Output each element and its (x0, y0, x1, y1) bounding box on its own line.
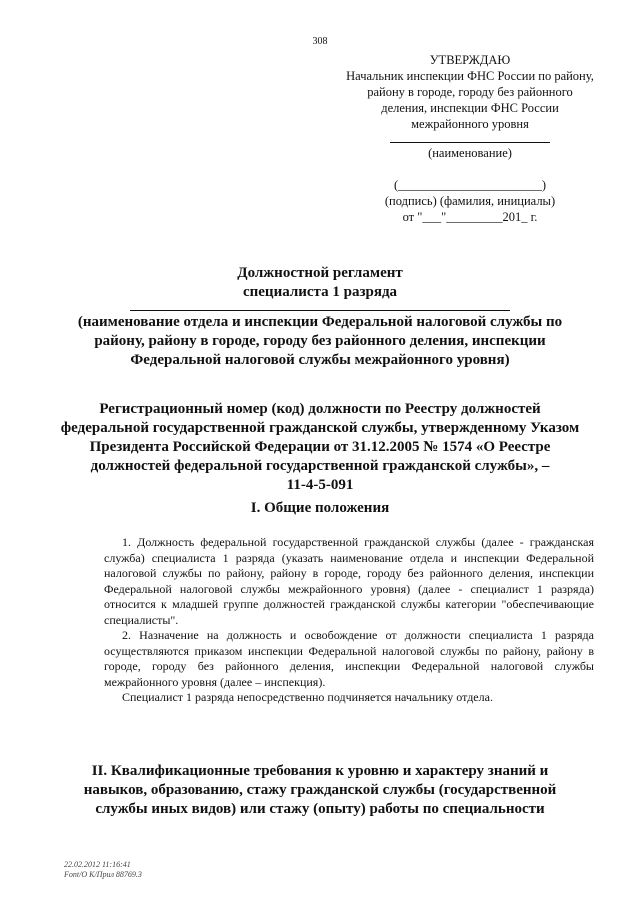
document-title (60, 264, 580, 370)
title-line-2: специалиста 1 разряда (242, 284, 398, 300)
section-1-body (104, 535, 594, 706)
approval-position-line: Начальник инспекции ФНС России по району, (346, 69, 594, 83)
section-1-heading: I. Общие положения (250, 500, 390, 516)
approval-heading: УТВЕРЖДАЮ (429, 53, 511, 67)
approval-position-line: деления, инспекции ФНС России (381, 101, 559, 115)
approval-block (330, 52, 610, 225)
title-line-1: Должностной регламент (237, 265, 403, 281)
title-underline (130, 310, 510, 311)
approval-position-line: межрайонного уровня (411, 117, 529, 131)
registration-text: Регистрационный номер (код) должности по Реестру должностей федеральной государственной гражданской службы, утвержденному Указом Президента Российской Федерации от 31.12.2005 № 1574 «О Реестре должностей федеральной государственной гражданской службы», – (60, 401, 580, 474)
date-line: от "___"_________201_ г. (402, 210, 538, 224)
page-number: 308 (312, 36, 328, 47)
footer-line-2: Font/O K/Прил 88769.3 (64, 870, 142, 879)
registration-block (60, 400, 580, 495)
registration-code: 11-4-5-091 (286, 477, 354, 493)
signature-caption: (подпись) (фамилия, инициалы) (384, 194, 556, 208)
section-2-heading: II. Квалификационные требования к уровню и характеру знаний и навыков, образованию, стажу гражданской службы (государственной службы иных видов) или стажу (опыту) работы по специальности (83, 763, 557, 817)
name-caption: (наименование) (428, 146, 512, 160)
footer-stamp (64, 860, 142, 880)
title-subtitle: (наименование отдела и инспекции Федеральной налоговой службы по району, району в городе, городу без районного деления, инспекции Федеральной налоговой службы межрайонного уровня) (77, 314, 563, 368)
paragraph: 1. Должность федеральной государственной гражданской службы (далее - гражданская служба) специалиста 1 разряда (указать наименование отдела и инспекции Федеральной налоговой службы по району, району в городе, городу без районного деления, инспекции Федеральной налоговой службы межрайонного уровня) (далее - специалист 1 разряда) относится к младшей группе должностей гражданской службы категории "обеспечивающие специалисты". (104, 535, 594, 627)
footer-line-1: 22.02.2012 11:16:41 (64, 860, 131, 869)
paragraph: 2. Назначение на должность и освобождение от должности специалиста 1 разряда осуществляются приказом инспекции Федеральной налоговой службы по району, району в городе, городу без районного деления, инспекции Федеральной налоговой службы межрайонного уровня (далее – инспекция). (104, 628, 594, 689)
name-underline (390, 142, 550, 143)
approval-position-line: району в городе, городу без районного (367, 85, 573, 99)
signature-line: (_______________________) (393, 178, 547, 192)
paragraph: Специалист 1 разряда непосредственно подчиняется начальнику отдела. (122, 690, 493, 704)
